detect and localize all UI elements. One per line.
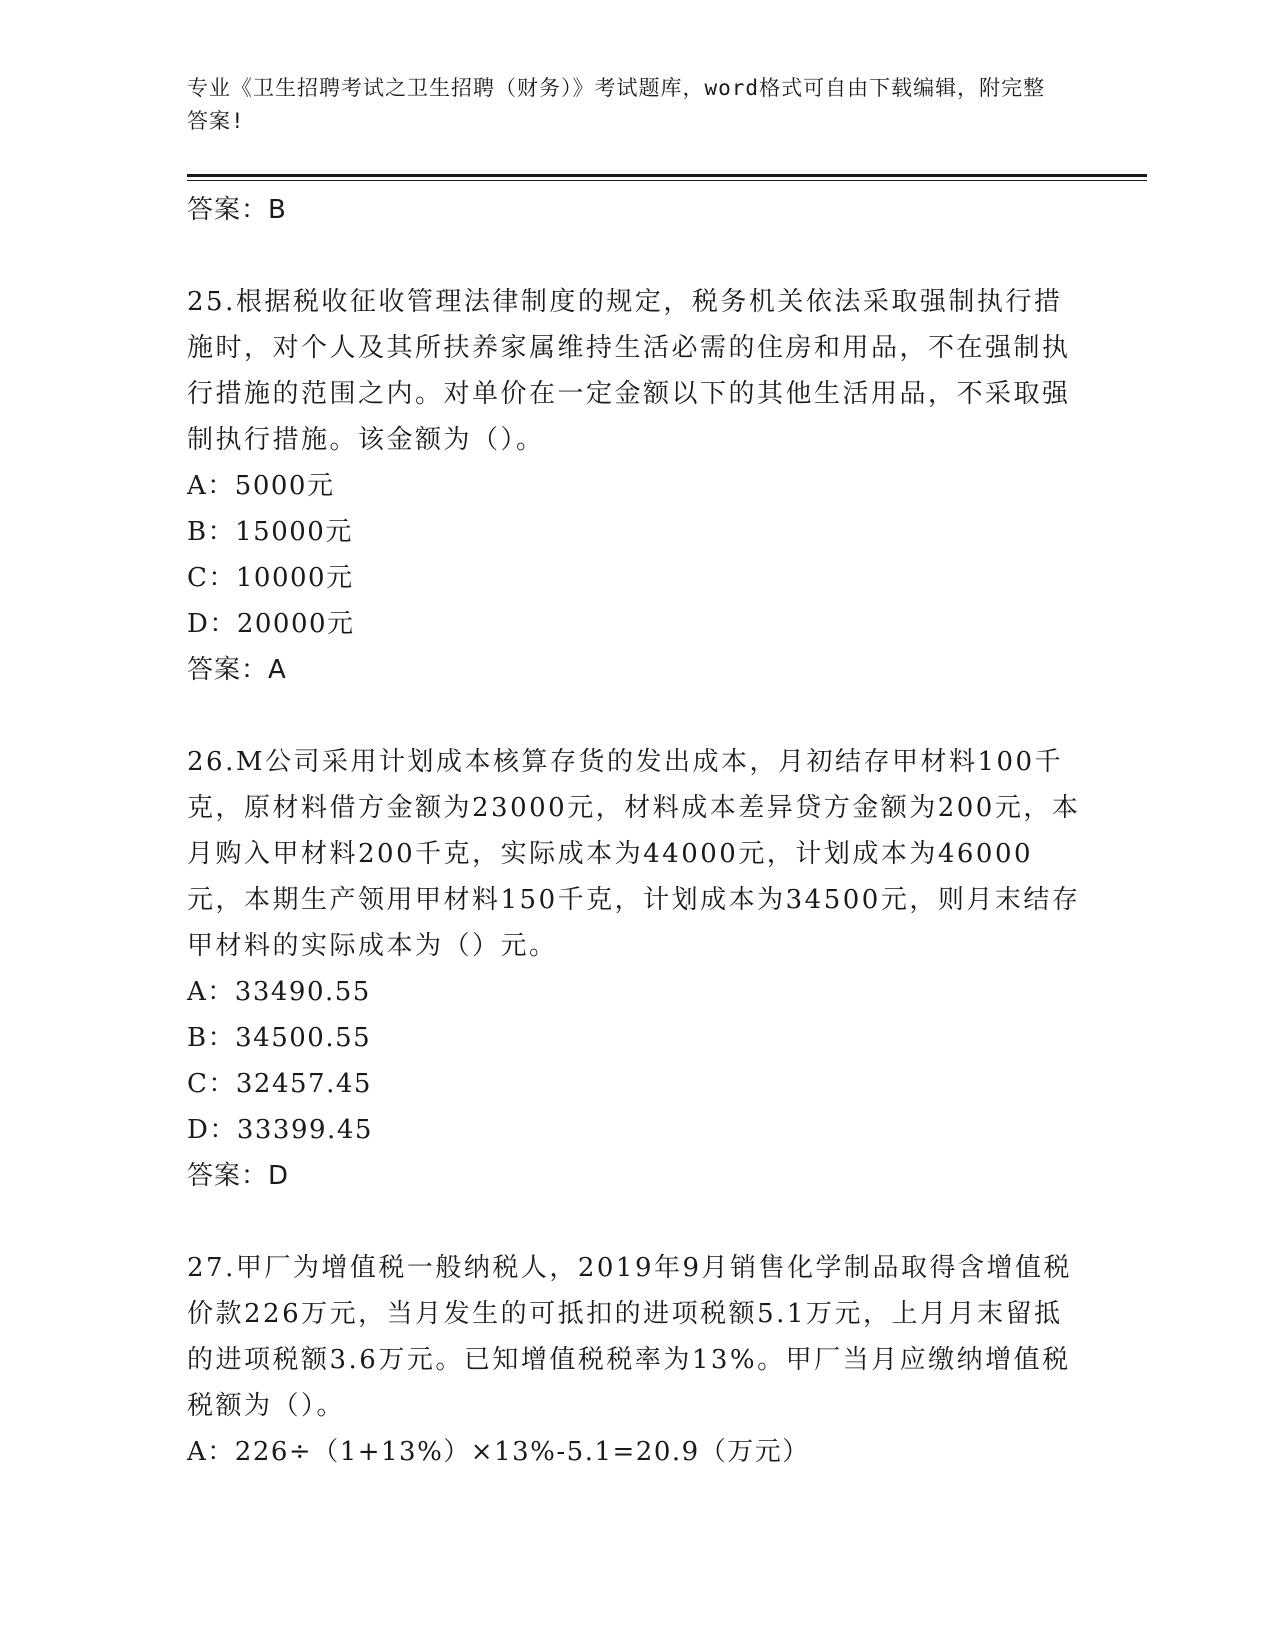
document-page (187, 72, 1147, 1475)
answer-line: 答案：A (187, 655, 287, 685)
option-b: B：15000元 (187, 517, 353, 547)
question-text: 25.根据税收征收管理法律制度的规定，税务机关依法采取强制执行措施时，对个人及其所扶养家属维持生活必需的住房和用品，不在强制执行措施的范围之内。对单价在一定金额以下的其他生活用品，不采取强制执行措施。该金额为（）。 (187, 287, 1071, 455)
option-c: C：10000元 (187, 563, 354, 593)
header-rule-thin (187, 180, 1147, 181)
option-d: D：20000元 (187, 609, 355, 639)
question-27 (187, 1245, 1147, 1475)
answer-line: 答案：D (187, 1161, 290, 1191)
option-c: C：32457.45 (187, 1069, 372, 1099)
header-rule-thick (187, 174, 1147, 177)
question-25 (187, 279, 1147, 693)
document-header: 专业《卫生招聘考试之卫生招聘（财务）》考试题库，word格式可自由下载编辑，附完整答案! (187, 76, 1046, 133)
answer-line: 答案：B (187, 195, 287, 225)
option-b: B：34500.55 (187, 1023, 372, 1053)
question-text: 26.M公司采用计划成本核算存货的发出成本，月初结存甲材料100千克，原材料借方金额为23000元，材料成本差异贷方金额为200元，本月购入甲材料200千克，实际成本为44000元，计划成本为46000元，本期生产领用甲材料150千克，计划成本为34500元，则月末结存甲材料的实际成本为（）元。 (187, 747, 1081, 961)
question-26 (187, 739, 1147, 1199)
option-a: A：226÷（1+13%）×13%-5.1=20.9（万元） (187, 1437, 810, 1467)
option-d: D：33399.45 (187, 1115, 373, 1145)
question-text: 27.甲厂为增值税一般纳税人，2019年9月销售化学制品取得含增值税价款226万元，当月发生的可抵扣的进项税额5.1万元，上月月末留抵的进项税额3.6万元。已知增值税税率为13%。甲厂当月应缴纳增值税税额为（）。 (187, 1253, 1073, 1421)
option-a: A：33490.55 (187, 977, 371, 1007)
option-a: A：5000元 (187, 471, 335, 501)
